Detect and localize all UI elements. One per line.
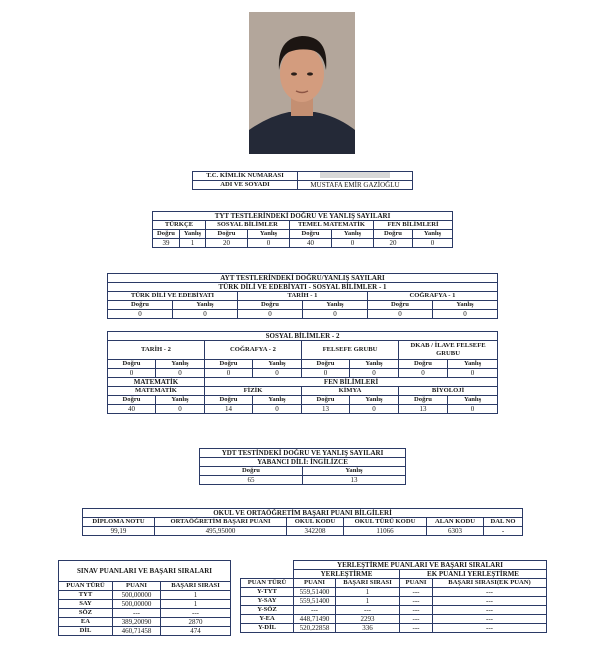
value-cell: 1 — [336, 597, 400, 606]
value-cell: 495,95000 — [155, 527, 287, 536]
col-yanlis: Yanlış — [448, 360, 498, 369]
empty-corner — [241, 561, 294, 579]
ayt-subject: BİYOLOJİ — [399, 387, 498, 396]
value-cell: 99,19 — [83, 527, 155, 536]
school-header: ALAN KODU — [427, 518, 484, 527]
col-yanlis: Yanlış — [156, 360, 205, 369]
col-dogru: Doğru — [238, 301, 303, 310]
value-cell: 0 — [205, 369, 253, 378]
value-cell: --- — [113, 609, 161, 618]
ayt-subject: FELSEFE GRUBU — [302, 341, 399, 360]
tyt-subject: TEMEL MATEMATİK — [290, 221, 374, 230]
table-row: Y-EA — [241, 615, 294, 624]
school-title: OKUL VE ORTAÖĞRETİM BAŞARI PUANI BİLGİLERİ — [83, 509, 523, 518]
value-cell: 39 — [153, 239, 180, 248]
value-cell: 0 — [108, 310, 173, 319]
placement-group: YERLEŞTİRME — [294, 570, 400, 579]
col-yanlis: Yanlış — [413, 230, 453, 239]
value-cell: 342208 — [287, 527, 344, 536]
value-cell: --- — [161, 609, 231, 618]
col-dogru: Doğru — [290, 230, 332, 239]
col-dogru: Doğru — [399, 396, 448, 405]
value-cell: 0 — [238, 310, 303, 319]
ayt-subject: COĞRAFYA - 1 — [368, 292, 498, 301]
value-cell: 13 — [399, 405, 448, 414]
col-yanlis: Yanlış — [303, 301, 368, 310]
col-dogru: Doğru — [368, 301, 433, 310]
exam-header: BAŞARI SIRASI — [161, 582, 231, 591]
tc-value — [298, 172, 413, 181]
name-label: ADI VE SOYADI — [193, 181, 298, 190]
value-cell: 40 — [290, 239, 332, 248]
value-cell: 0 — [332, 239, 374, 248]
col-dogru: Doğru — [108, 360, 156, 369]
col-yanlis: Yanlış — [253, 360, 302, 369]
person-photo-icon — [249, 12, 355, 154]
tc-label: T.C. KİMLİK NUMARASI — [193, 172, 298, 181]
value-cell: 20 — [206, 239, 248, 248]
value-cell: 14 — [205, 405, 253, 414]
table-row: TYT — [59, 591, 113, 600]
col-yanlis: Yanlış — [173, 301, 238, 310]
ayt-subject: KİMYA — [302, 387, 399, 396]
value-cell: 559,51400 — [294, 597, 336, 606]
col-yanlis: Yanlış — [253, 396, 302, 405]
ayt-table-2 — [107, 331, 498, 414]
col-yanlis: Yanlış — [350, 360, 399, 369]
value-cell: 0 — [448, 369, 498, 378]
ayt-subject: MATEMATİK — [108, 387, 205, 396]
value-cell: 0 — [399, 369, 448, 378]
value-cell: 336 — [336, 624, 400, 633]
tyt-table — [152, 211, 453, 248]
placement-header: PUAN TÜRÜ — [241, 579, 294, 588]
value-cell: 1 — [161, 591, 231, 600]
ayt-matematik-section: MATEMATİK — [108, 378, 205, 387]
table-row: Y-DİL — [241, 624, 294, 633]
exam-scores-table — [58, 560, 231, 636]
value-cell: --- — [400, 588, 433, 597]
value-cell: 0 — [108, 369, 156, 378]
value-cell: 0 — [413, 239, 453, 248]
value-cell: 0 — [350, 405, 399, 414]
school-header: OKUL TÜRÜ KODU — [344, 518, 427, 527]
ayt-fen-section: FEN BİLİMLERİ — [205, 378, 498, 387]
col-yanlis: Yanlış — [433, 301, 498, 310]
ydt-title: YDT TESTİNDEKİ DOĞRU VE YANLIŞ SAYILARI — [200, 449, 406, 458]
table-row: Y-TYT — [241, 588, 294, 597]
value-cell: 448,71490 — [294, 615, 336, 624]
value-cell: 0 — [156, 405, 205, 414]
col-dogru: Doğru — [205, 396, 253, 405]
school-table — [82, 508, 523, 536]
value-cell: - — [484, 527, 523, 536]
placement-title: YERLEŞTİRME PUANLARI VE BAŞARI SIRALARI — [294, 561, 547, 570]
col-dogru: Doğru — [200, 467, 303, 476]
tc-redacted — [320, 172, 390, 178]
value-cell: 389,20090 — [113, 618, 161, 627]
value-cell: --- — [433, 606, 547, 615]
school-header: DAL NO — [484, 518, 523, 527]
col-dogru: Doğru — [206, 230, 248, 239]
ayt-subject: DKAB / İLAVE FELSEFE GRUBU — [399, 341, 498, 360]
col-yanlis: Yanlış — [303, 467, 406, 476]
table-row: DİL — [59, 627, 113, 636]
tyt-title: TYT TESTLERİNDEKİ DOĞRU VE YANLIŞ SAYILARI — [153, 212, 453, 221]
ayt-subject: TARİH - 2 — [108, 341, 205, 360]
tyt-subject: FEN BİLİMLERİ — [374, 221, 453, 230]
col-yanlis: Yanlış — [332, 230, 374, 239]
exam-scores-title: SINAV PUANLARI VE BAŞARI SIRALARI — [59, 561, 231, 582]
value-cell: --- — [433, 597, 547, 606]
col-dogru: Doğru — [302, 396, 350, 405]
col-dogru: Doğru — [108, 301, 173, 310]
value-cell: --- — [336, 606, 400, 615]
tyt-subject: TÜRKÇE — [153, 221, 206, 230]
placement-header: PUANI — [294, 579, 336, 588]
value-cell: --- — [433, 615, 547, 624]
ydt-language: YABANCI DİLİ: İNGİLİZCE — [200, 458, 406, 467]
value-cell: 6303 — [427, 527, 484, 536]
placement-header: BAŞARI SIRASI(EK PUAN) — [433, 579, 547, 588]
value-cell: 1 — [180, 239, 206, 248]
value-cell: 11066 — [344, 527, 427, 536]
school-header: ORTAÖĞRETİM BAŞARI PUANI — [155, 518, 287, 527]
value-cell: 460,71458 — [113, 627, 161, 636]
value-cell: 0 — [448, 405, 498, 414]
col-dogru: Doğru — [374, 230, 413, 239]
col-yanlis: Yanlış — [156, 396, 205, 405]
tyt-subject: SOSYAL BİLİMLER — [206, 221, 290, 230]
value-cell: 500,00000 — [113, 600, 161, 609]
value-cell: 0 — [248, 239, 290, 248]
col-yanlis: Yanlış — [248, 230, 290, 239]
table-row: Y-SÖZ — [241, 606, 294, 615]
value-cell: 0 — [302, 369, 350, 378]
value-cell: 20 — [374, 239, 413, 248]
ayt-subject: COĞRAFYA - 2 — [205, 341, 302, 360]
col-dogru: Doğru — [302, 360, 350, 369]
col-dogru: Doğru — [153, 230, 180, 239]
value-cell: 1 — [161, 600, 231, 609]
value-cell: 0 — [303, 310, 368, 319]
table-row: SÖZ — [59, 609, 113, 618]
name-value: MUSTAFA EMİR GAZİOĞLU — [298, 181, 413, 190]
value-cell: 520,22858 — [294, 624, 336, 633]
student-photo — [249, 12, 355, 154]
ydt-table — [199, 448, 406, 485]
ayt-section-1-title: TÜRK DİLİ VE EDEBİYATI - SOSYAL BİLİMLER - 1 — [108, 283, 498, 292]
value-cell: 0 — [253, 369, 302, 378]
value-cell: 0 — [368, 310, 433, 319]
col-yanlis: Yanlış — [350, 396, 399, 405]
value-cell: 474 — [161, 627, 231, 636]
school-header: DİPLOMA NOTU — [83, 518, 155, 527]
school-header: OKUL KODU — [287, 518, 344, 527]
value-cell: 559,51400 — [294, 588, 336, 597]
ayt-subject: FİZİK — [205, 387, 302, 396]
value-cell: 500,00000 — [113, 591, 161, 600]
value-cell: 0 — [350, 369, 399, 378]
ayt-title: AYT TESTLERİNDEKİ DOĞRU/YANLIŞ SAYILARI — [108, 274, 498, 283]
value-cell: 0 — [253, 405, 302, 414]
placement-group-ek: EK PUANLI YERLEŞTİRME — [400, 570, 547, 579]
value-cell: 65 — [200, 476, 303, 485]
value-cell: 0 — [433, 310, 498, 319]
identity-table — [192, 171, 413, 190]
value-cell: --- — [400, 597, 433, 606]
value-cell: 13 — [302, 405, 350, 414]
table-row: Y-SAY — [241, 597, 294, 606]
placement-header: BAŞARI SIRASI — [336, 579, 400, 588]
placement-table — [240, 560, 547, 633]
col-dogru: Doğru — [108, 396, 156, 405]
value-cell: 0 — [173, 310, 238, 319]
value-cell: --- — [400, 615, 433, 624]
value-cell: --- — [400, 624, 433, 633]
value-cell: --- — [400, 606, 433, 615]
ayt-subject: TÜRK DİLİ VE EDEBİYATI — [108, 292, 238, 301]
col-yanlis: Yanlış — [180, 230, 206, 239]
ayt-section-2-title: SOSYAL BİLİMLER - 2 — [108, 332, 498, 341]
col-dogru: Doğru — [399, 360, 448, 369]
value-cell: 13 — [303, 476, 406, 485]
value-cell: 1 — [336, 588, 400, 597]
value-cell: 0 — [156, 369, 205, 378]
exam-header: PUAN TÜRÜ — [59, 582, 113, 591]
col-yanlis: Yanlış — [448, 396, 498, 405]
value-cell: 2870 — [161, 618, 231, 627]
ayt-table-1 — [107, 273, 498, 319]
placement-header: PUANI — [400, 579, 433, 588]
exam-header: PUANI — [113, 582, 161, 591]
value-cell: 2293 — [336, 615, 400, 624]
value-cell: --- — [433, 624, 547, 633]
ayt-subject: TARİH - 1 — [238, 292, 368, 301]
value-cell: 40 — [108, 405, 156, 414]
value-cell: --- — [294, 606, 336, 615]
table-row: EA — [59, 618, 113, 627]
value-cell: --- — [433, 588, 547, 597]
table-row: SAY — [59, 600, 113, 609]
col-dogru: Doğru — [205, 360, 253, 369]
